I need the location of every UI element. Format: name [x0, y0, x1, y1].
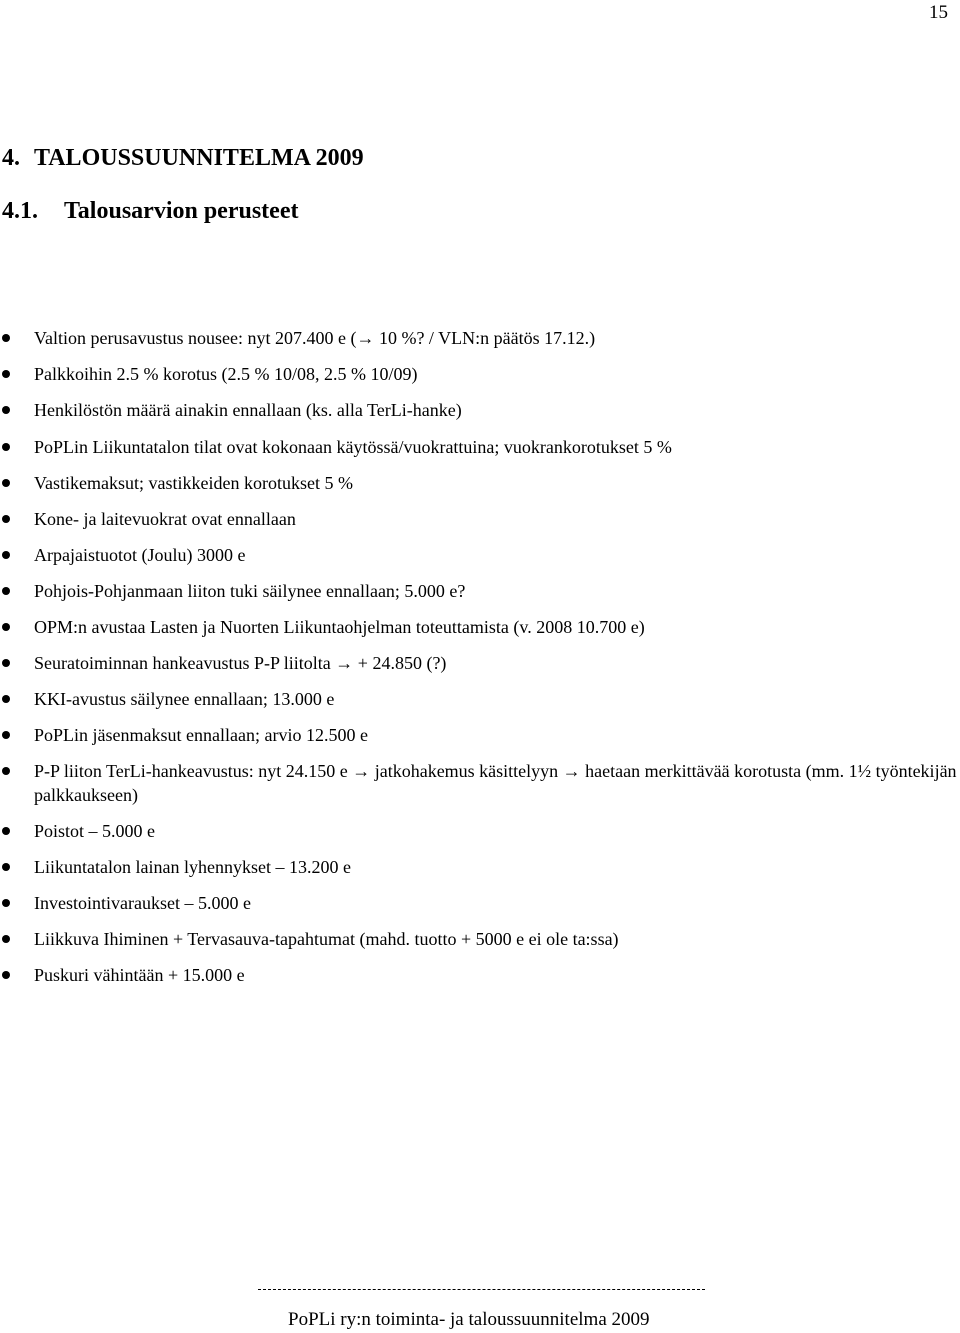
list-item: [34, 723, 959, 747]
section-heading: [2, 145, 364, 172]
bullet-icon: [2, 623, 10, 631]
list-item-text: Henkilöstön määrä ainakin ennallaan (ks. alla TerLi-hanke): [34, 400, 462, 420]
list-item: [34, 963, 959, 987]
list-item: [34, 326, 959, 350]
bullet-icon: [2, 731, 10, 739]
list-item: [34, 507, 959, 531]
list-item: [34, 435, 959, 459]
bullet-icon: [2, 515, 10, 523]
subsection-heading-number: 4.1.: [2, 198, 38, 224]
list-item: [34, 362, 959, 386]
list-item-text: P-P liiton TerLi-hankeavustus: nyt 24.150 e → jatkohakemus käsittelyyn → haetaan merkittävää korotusta (mm. 1½ työntekijän palkkaukseen): [34, 761, 957, 805]
list-item: [34, 471, 959, 495]
list-item-text: PoPLin Liikuntatalon tilat ovat kokonaan käytössä/vuokrattuina; vuokrankorotukset 5 %: [34, 437, 672, 457]
bullet-icon: [2, 827, 10, 835]
list-item-text: OPM:n avustaa Lasten ja Nuorten Liikuntaohjelman toteuttamista (v. 2008 10.700 e): [34, 617, 645, 637]
list-item: [34, 651, 959, 675]
bullet-icon: [2, 935, 10, 943]
page-number: 15: [929, 2, 948, 23]
section-heading-title: TALOUSSUUNNITELMA 2009: [34, 145, 364, 171]
list-item-text: Kone- ja laitevuokrat ovat ennallaan: [34, 509, 296, 529]
list-item-text: KKI-avustus säilynee ennallaan; 13.000 e: [34, 689, 335, 709]
list-item: [34, 579, 959, 603]
bullet-icon: [2, 659, 10, 667]
subsection-heading-title: Talousarvion perusteet: [64, 198, 299, 224]
subsection-heading: [2, 198, 298, 225]
list-item-text: Investointivaraukset – 5.000 e: [34, 893, 251, 913]
bullet-icon: [2, 767, 10, 775]
list-item-text: Seuratoiminnan hankeavustus P-P liitolta → + 24.850 (?): [34, 653, 447, 673]
list-item-text: Pohjois-Pohjanmaan liiton tuki säilynee ennallaan; 5.000 e?: [34, 581, 466, 601]
bullet-icon: [2, 695, 10, 703]
list-item: [34, 759, 959, 807]
bullet-icon: [2, 863, 10, 871]
bullet-icon: [2, 406, 10, 414]
bullet-icon: [2, 899, 10, 907]
list-item-text: Puskuri vähintään + 15.000 e: [34, 965, 245, 985]
list-item: [34, 543, 959, 567]
bullet-icon: [2, 551, 10, 559]
list-item: [34, 398, 959, 422]
list-item-text: Vastikemaksut; vastikkeiden korotukset 5 %: [34, 473, 353, 493]
list-item: [34, 615, 959, 639]
bullet-icon: [2, 443, 10, 451]
bullet-icon: [2, 971, 10, 979]
list-item-text: Palkkoihin 2.5 % korotus (2.5 % 10/08, 2.5 % 10/09): [34, 364, 418, 384]
list-item: [34, 891, 959, 915]
footer-divider: [258, 1289, 705, 1290]
list-item-text: Valtion perusavustus nousee: nyt 207.400 e (→ 10 %? / VLN:n päätös 17.12.): [34, 328, 596, 348]
list-item-text: Liikuntatalon lainan lyhennykset – 13.200 e: [34, 857, 351, 877]
list-item: [34, 927, 959, 951]
list-item-text: Liikkuva Ihiminen + Tervasauva-tapahtumat (mahd. tuotto + 5000 e ei ole ta:ssa): [34, 929, 619, 949]
bullet-icon: [2, 334, 10, 342]
bullet-icon: [2, 587, 10, 595]
section-heading-number: 4.: [2, 145, 20, 171]
list-item-text: PoPLin jäsenmaksut ennallaan; arvio 12.500 e: [34, 725, 368, 745]
list-item: [34, 687, 959, 711]
bullet-icon: [2, 370, 10, 378]
list-item-text: Poistot – 5.000 e: [34, 821, 156, 841]
bullet-icon: [2, 479, 10, 487]
list-item-text: Arpajaistuotot (Joulu) 3000 e: [34, 545, 246, 565]
page-footer: PoPLi ry:n toiminta- ja taloussuunnitelma 2009: [288, 1309, 650, 1330]
list-item: [34, 819, 959, 843]
list-item: [34, 855, 959, 879]
